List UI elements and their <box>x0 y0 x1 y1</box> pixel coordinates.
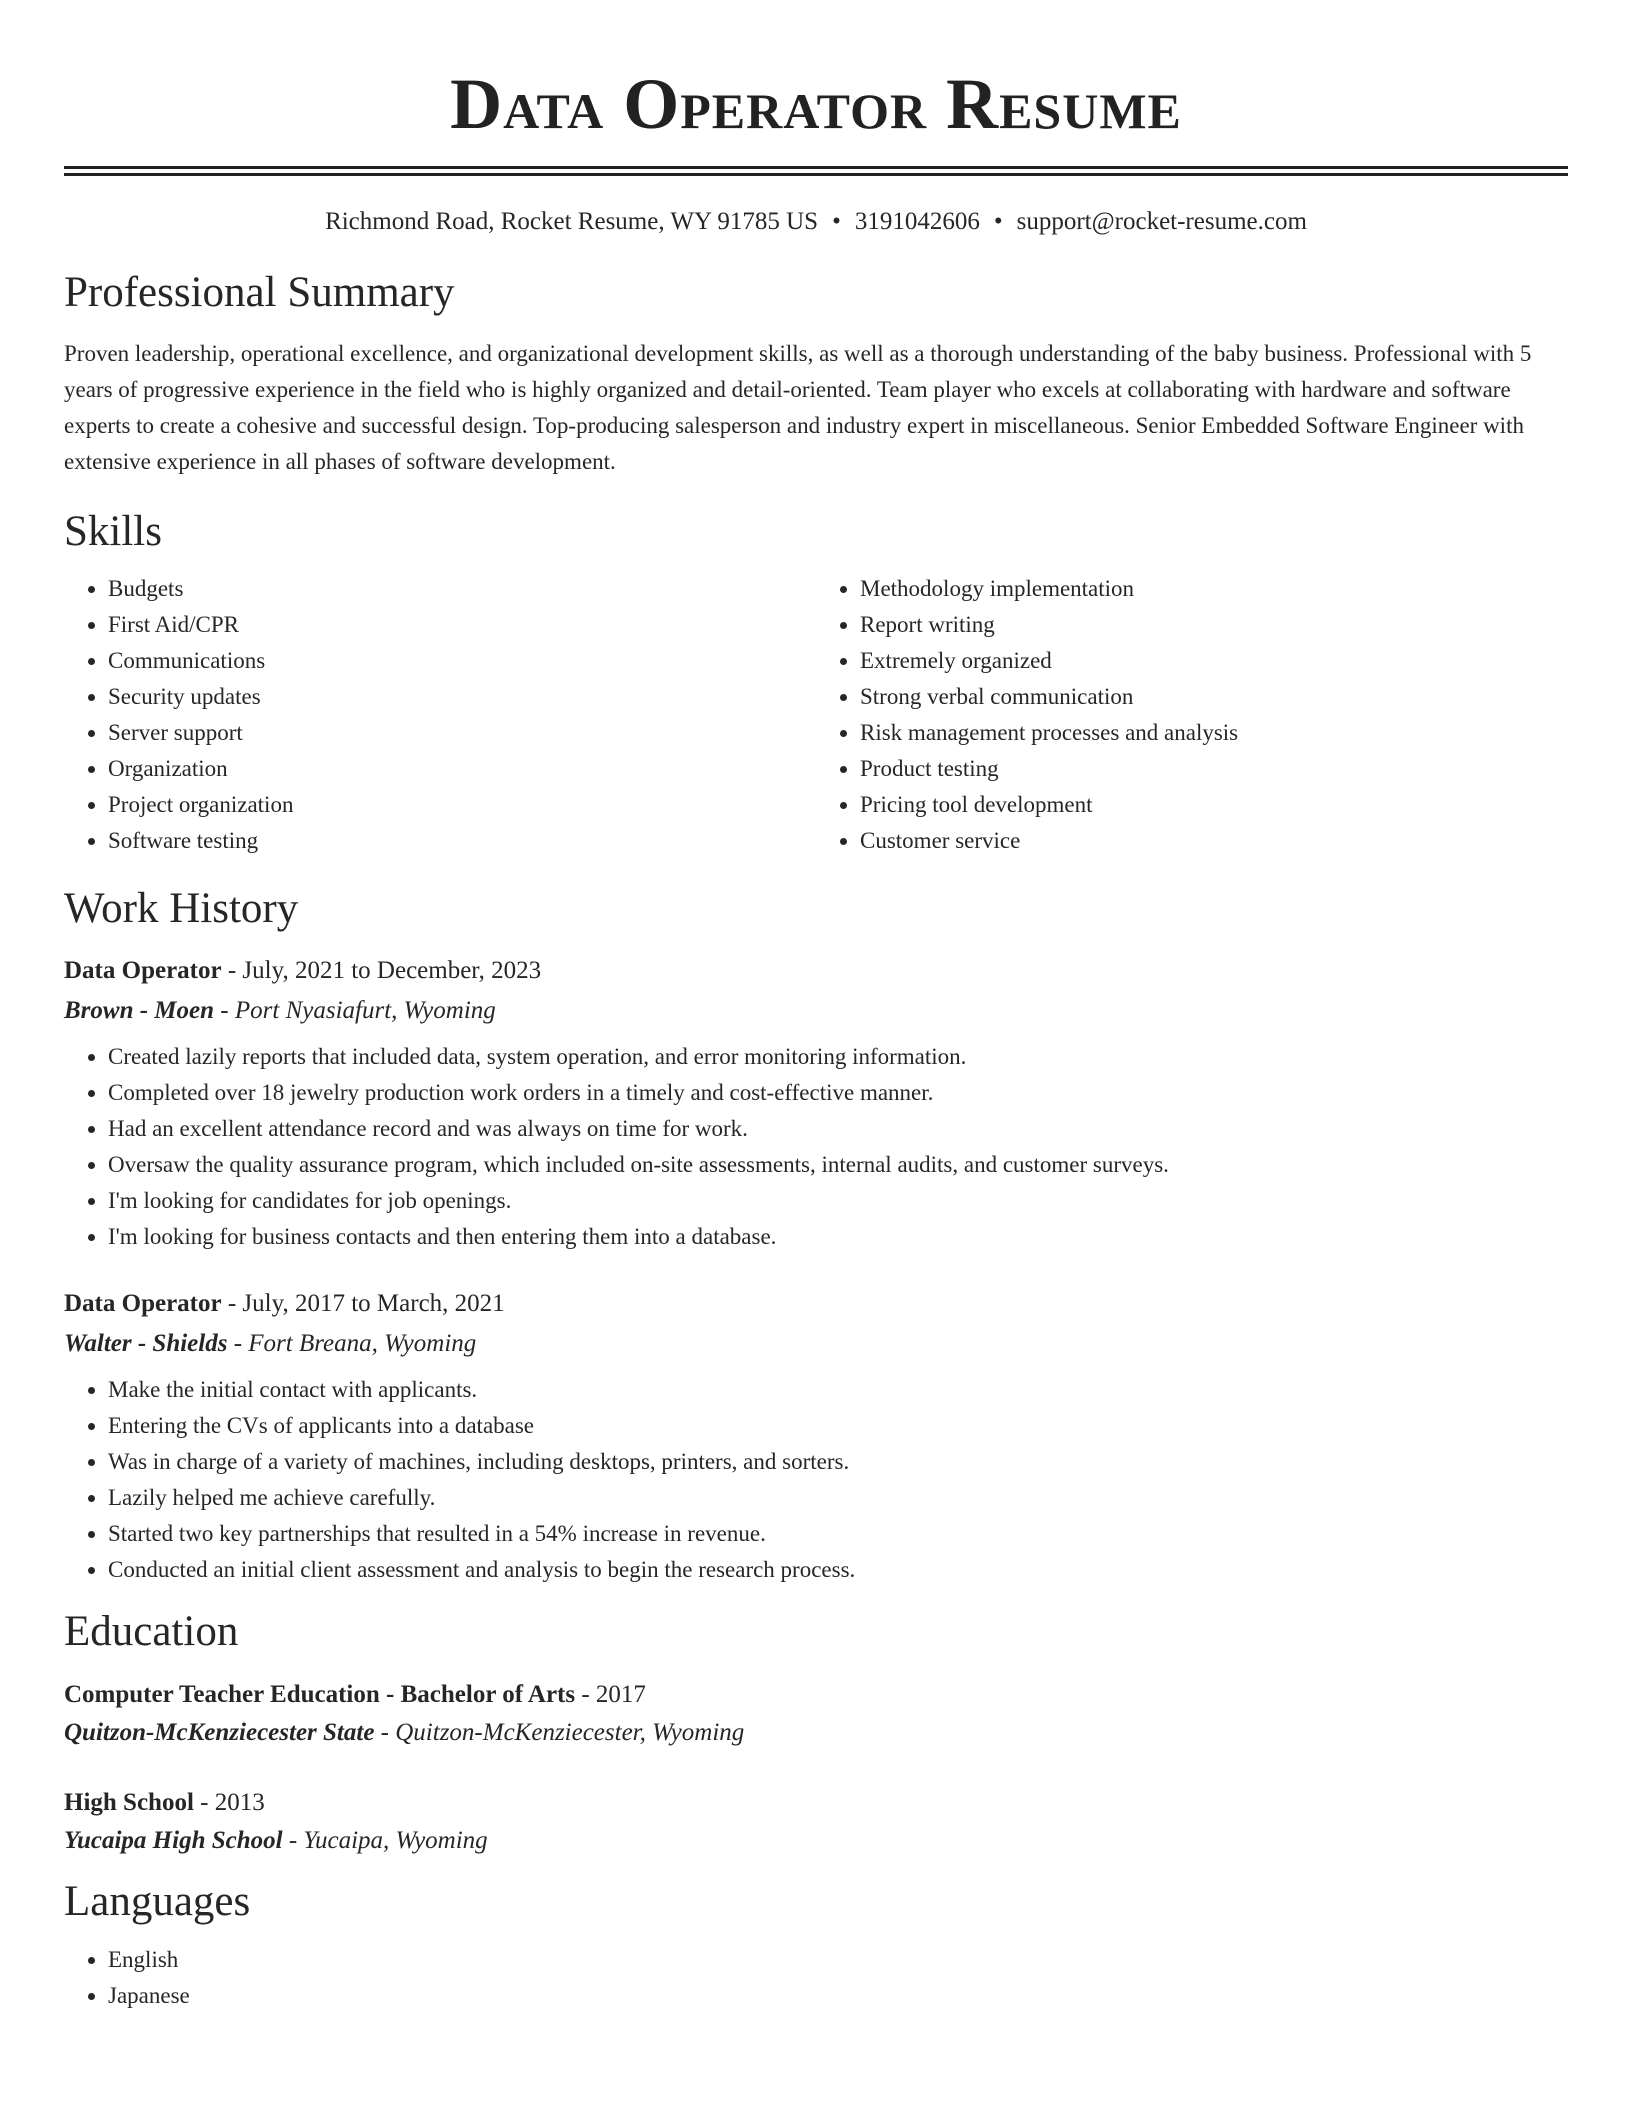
education-entry <box>64 1784 1568 1860</box>
job-title: Data Operator <box>64 957 222 984</box>
skill-item: • First Aid/CPR <box>108 607 816 643</box>
summary-text: Proven leadership, operational excellence, and organizational development skills, as well as a thorough understanding of the baby business. Professional with 5 years of progressive experience in the field who is highly organized and detail-oriented. Team player who excels at collaborating with hardware and software experts to create a cohesive and successful design. Top-producing salesperson and industry expert in miscellaneous. Senior Embedded Software Engineer with extensive experience in all phases of software development. <box>64 341 1532 474</box>
page-title: Data Operator Resume <box>450 64 1182 144</box>
languages-heading: Languages <box>64 1878 251 1925</box>
skill-item: • Customer service <box>860 823 1568 859</box>
job-bullet: • Oversaw the quality assurance program, which included on-site assessments, internal audits, and customer surveys. <box>108 1147 1568 1183</box>
education-school: Yucaipa High School <box>64 1827 283 1854</box>
job-location: - Fort Breana, Wyoming <box>227 1330 477 1357</box>
job-bullet: • Entering the CVs of applicants into a database <box>108 1408 1568 1444</box>
skill-item: • Project organization <box>108 787 816 823</box>
skill-item: • Security updates <box>108 679 816 715</box>
summary-heading: Professional Summary <box>64 269 455 316</box>
job-dates: - July, 2017 to March, 2021 <box>221 1290 505 1317</box>
job-bullet: • Make the initial contact with applicants. <box>108 1372 1568 1408</box>
job-bullets <box>64 1372 1568 1588</box>
title-double-rule <box>64 166 1568 176</box>
contact-separator: • <box>993 208 1003 235</box>
languages-list <box>64 1942 1568 2014</box>
skill-item: • Methodology implementation <box>860 571 1568 607</box>
skill-item: • Strong verbal communication <box>860 679 1568 715</box>
language-item: • English <box>108 1942 1568 1978</box>
job-bullet: • I'm looking for candidates for job openings. <box>108 1183 1568 1219</box>
job-bullet: • Started two key partnerships that resulted in a 54% increase in revenue. <box>108 1516 1568 1552</box>
job-bullet: • Was in charge of a variety of machines, including desktops, printers, and sorters. <box>108 1444 1568 1480</box>
education-year: - 2017 <box>575 1681 646 1708</box>
job-bullet: • Created lazily reports that included data, system operation, and error monitoring information. <box>108 1039 1568 1075</box>
skills-columns <box>64 571 1568 859</box>
education-school-line <box>64 1822 1568 1860</box>
skill-item: • Organization <box>108 751 816 787</box>
job-bullet: • Conducted an initial client assessment and analysis to begin the research process. <box>108 1552 1568 1588</box>
skill-item: • Software testing <box>108 823 816 859</box>
job-bullet: • Had an excellent attendance record and was always on time for work. <box>108 1111 1568 1147</box>
skill-item: • Report writing <box>860 607 1568 643</box>
job-company: Walter - Shields <box>64 1330 228 1357</box>
education-degree: High School <box>64 1789 194 1816</box>
skill-item: • Server support <box>108 715 816 751</box>
job-entry <box>64 951 1568 1255</box>
job-bullets <box>64 1039 1568 1255</box>
job-location: - Port Nyasiafurt, Wyoming <box>214 997 496 1024</box>
education-school: Quitzon-McKenziecester State <box>64 1719 375 1746</box>
job-company-line <box>64 991 1568 1031</box>
job-company-line <box>64 1324 1568 1364</box>
contact-email: support@rocket-resume.com <box>1016 208 1307 235</box>
education-school-line <box>64 1714 1568 1752</box>
contact-phone: 3191042606 <box>854 208 980 235</box>
skills-list-left <box>64 571 816 859</box>
skill-item: • Risk management processes and analysis <box>860 715 1568 751</box>
skill-item: • Product testing <box>860 751 1568 787</box>
education-header <box>64 1784 1568 1822</box>
job-company: Brown - Moen <box>64 997 215 1024</box>
skill-item: • Budgets <box>108 571 816 607</box>
contact-line <box>64 205 1568 239</box>
language-item: • Japanese <box>108 1978 1568 2014</box>
skills-heading: Skills <box>64 508 162 555</box>
skills-list-right <box>816 571 1568 859</box>
education-heading: Education <box>64 1608 239 1655</box>
job-dates: - July, 2021 to December, 2023 <box>221 957 542 984</box>
education-header <box>64 1676 1568 1714</box>
job-header <box>64 1284 1568 1324</box>
job-entry <box>64 1284 1568 1588</box>
job-bullet: • Lazily helped me achieve carefully. <box>108 1480 1568 1516</box>
education-year: - 2013 <box>193 1789 265 1816</box>
education-entry <box>64 1676 1568 1752</box>
job-header <box>64 951 1568 991</box>
skill-item: • Communications <box>108 643 816 679</box>
skill-item: • Extremely organized <box>860 643 1568 679</box>
job-bullet: • Completed over 18 jewelry production work orders in a timely and cost-effective manner. <box>108 1075 1568 1111</box>
education-degree: Computer Teacher Education - Bachelor of Arts <box>64 1681 576 1708</box>
job-title: Data Operator <box>64 1290 222 1317</box>
work-history-heading: Work History <box>64 885 299 932</box>
education-location: - Yucaipa, Wyoming <box>282 1827 488 1854</box>
skill-item: • Pricing tool development <box>860 787 1568 823</box>
contact-separator: • <box>832 208 841 235</box>
education-location: - Quitzon-McKenziecester, Wyoming <box>374 1719 745 1746</box>
contact-address: Richmond Road, Rocket Resume, WY 91785 US <box>325 208 819 235</box>
job-bullet: • I'm looking for business contacts and then entering them into a database. <box>108 1219 1568 1255</box>
